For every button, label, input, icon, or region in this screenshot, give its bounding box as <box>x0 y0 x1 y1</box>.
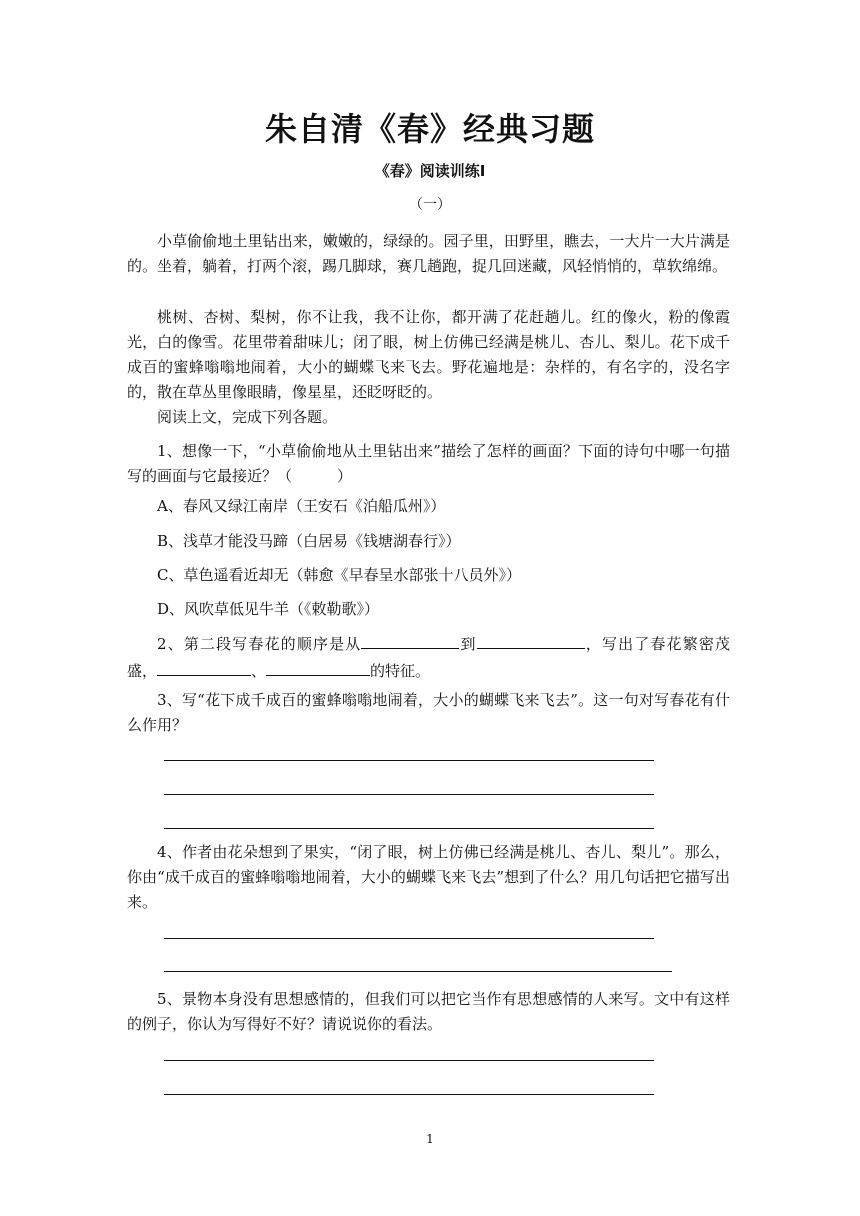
answer-line[interactable] <box>164 760 654 761</box>
question-1-option-b: B、浅草才能没马蹄（白居易《钱塘湖春行》） <box>157 532 461 550</box>
section-number: （一） <box>409 197 451 213</box>
question-2-part-5: 的特征。 <box>370 662 431 680</box>
answer-line[interactable] <box>164 971 672 972</box>
passage-paragraph-2: 桃树、杏树、梨树，你不让我，我不让你，都开满了花赶趟儿。红的像火，粉的像霞光，白的像雪。花里带着甜味儿；闭了眼，树上仿佛已经满是桃儿、杏儿、梨儿。花下成千成百的蜜蜂嗡嗡地闹着，大小的蝴蝶飞来飞去。野花遍地是：杂样的，有名字的，没名字的，散在草丛里像眼睛，像星星，还眨呀眨的。 <box>127 308 730 401</box>
question-4: 4、作者由花朵想到了果实，“闭了眼，树上仿佛已经满是桃儿、杏儿、梨儿”。那么，你由“成千成百的蜜蜂嗡嗡地闹着，大小的蝴蝶飞来飞去”想到了什么？用几句话把它描写出来。 <box>127 843 730 911</box>
question-1: 1、想像一下，“小草偷偷地从土里钻出来”描绘了怎样的画面？下面的诗句中哪一句描写的画面与它最接近？（ ） <box>127 442 730 485</box>
answer-line[interactable] <box>164 828 654 829</box>
answer-blank[interactable] <box>477 630 585 649</box>
question-3: 3、写“花下成千成百的蜜蜂嗡嗡地闹着，大小的蝴蝶飞来飞去”。这一句对写春花有什么作用？ <box>127 691 730 734</box>
answer-blank[interactable] <box>361 630 459 649</box>
question-1-option-a: A、春风又绿江南岸（王安石《泊船瓜州》） <box>157 497 446 515</box>
question-2-part-2: 到 <box>459 635 477 653</box>
question-1-option-c: C、草色遥看近却无（韩愈《早春呈水部张十八员外》） <box>157 566 521 584</box>
answer-line[interactable] <box>164 1060 654 1061</box>
answer-line[interactable] <box>164 938 654 939</box>
passage-paragraph-1: 小草偷偷地土里钻出来，嫩嫩的，绿绿的。园子里，田野里，瞧去，一大片一大片满是的。坐着，躺着，打两个滚，踢几脚球，赛几趟跑，捉几回迷藏，风轻悄悄的，草软绵绵。 <box>127 232 730 275</box>
page-subtitle: 《春》阅读训练Ⅰ <box>374 162 486 180</box>
answer-blank[interactable] <box>266 657 370 676</box>
answer-line[interactable] <box>164 1094 654 1095</box>
instruction: 阅读上文，完成下列各题。 <box>157 408 338 426</box>
answer-line[interactable] <box>164 794 654 795</box>
question-5: 5、景物本身没有思想感情的，但我们可以把它当作有思想感情的人来写。文中有这样的例子，你认为写得好不好？请说说你的看法。 <box>127 990 730 1033</box>
question-2 <box>127 630 730 684</box>
page-number: 1 <box>426 1132 434 1146</box>
question-1-option-d: D、风吹草低见牛羊（《敕勒歌》） <box>157 600 380 618</box>
page-title: 朱自清《春》经典习题 <box>264 110 595 148</box>
question-2-part-1: 2、第二段写春花的顺序是从 <box>157 635 362 653</box>
question-2-part-3: ，写出了春花繁密茂盛， <box>127 635 730 680</box>
answer-blank[interactable] <box>157 657 251 676</box>
question-2-part-4: 、 <box>251 662 267 680</box>
